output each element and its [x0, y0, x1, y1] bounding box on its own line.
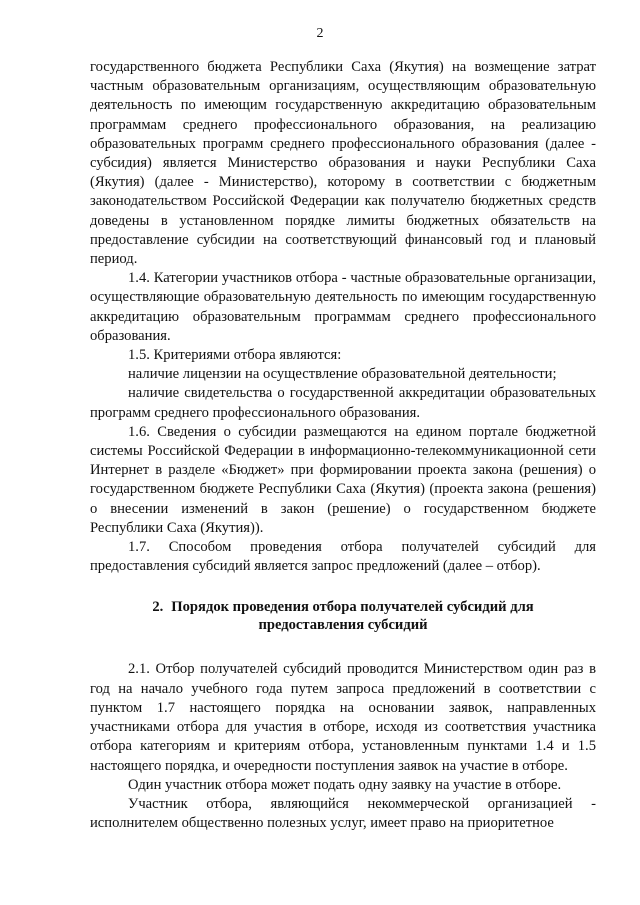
- paragraph: 2.1. Отбор получателей субсидий проводится Министерством один раз в год на начало учебного года путем запроса предложений в соответствии с пунктом 1.7 настоящего порядка на основании заявок, направленных участниками отбора для участия в отборе, исходя из соответствия участника отбора категориям и критериям отбора, установленным пунктами 1.4 и 1.5 настоящего порядка, и очередности поступления заявок на участие в отборе.: [90, 661, 596, 774]
- paragraph: 1.7. Способом проведения отбора получателей субсидий для предоставления субсидий является запрос предложений (далее – отбор).: [90, 539, 596, 575]
- section-2-title: Порядок проведения отбора получателей субсидий для предоставления субсидий: [171, 599, 534, 634]
- section-2-heading: [90, 598, 596, 634]
- paragraph: государственного бюджета Республики Саха (Якутия) на возмещение затрат частным образовательным организациям, осуществляющим образовательную деятельность по имеющим государственную аккредитацию образовательным программам среднего профессионального образования, на реализацию образовательных программ среднего профессионального образования (далее - субсидия) является Министерство образования и науки Республики Саха (Якутия) (далее - Министерство), которому в соответствии с бюджетным законодательством Российской Федерации как получателю бюджетных средств доведены в установленном порядке лимиты бюджетных обязательств на предоставление субсидии на соответствующий финансовый год и плановый период.: [90, 59, 596, 268]
- paragraph: 1.4. Категории участников отбора - частные образовательные организации, осуществляющие образовательную деятельность по имеющим государственную аккредитацию образовательным программам среднего профессионального образования.: [90, 270, 596, 344]
- paragraph: Участник отбора, являющийся некоммерческой организацией - исполнителем общественно полезных услуг, имеет право на приоритетное: [90, 795, 596, 832]
- document-body: [90, 58, 596, 833]
- paragraph: 1.5. Критериями отбора являются:: [128, 347, 342, 364]
- page-number: 2: [316, 26, 324, 41]
- paragraph: Один участник отбора может подать одну заявку на участие в отборе.: [128, 776, 562, 793]
- section-2-number: 2.: [152, 599, 164, 616]
- paragraph: наличие свидетельства о государственной аккредитации образовательных программ среднего профессионального образования.: [90, 385, 596, 421]
- paragraph: наличие лицензии на осуществление образовательной деятельности;: [128, 366, 557, 383]
- section-2-paragraphs: [90, 660, 596, 833]
- paragraph: 1.6. Сведения о субсидии размещаются на едином портале бюджетной системы Российской Федерации в информационно-телекоммуникационной сети Интернет в разделе «Бюджет» при формировании проекта закона (решения) о государственном бюджете Республики Саха (Якутия) (проекта закона (решения) о внесении изменений в закон (решение) о государственном бюджете Республики Саха (Якутия)).: [90, 423, 596, 536]
- section-1-paragraphs: [90, 58, 596, 576]
